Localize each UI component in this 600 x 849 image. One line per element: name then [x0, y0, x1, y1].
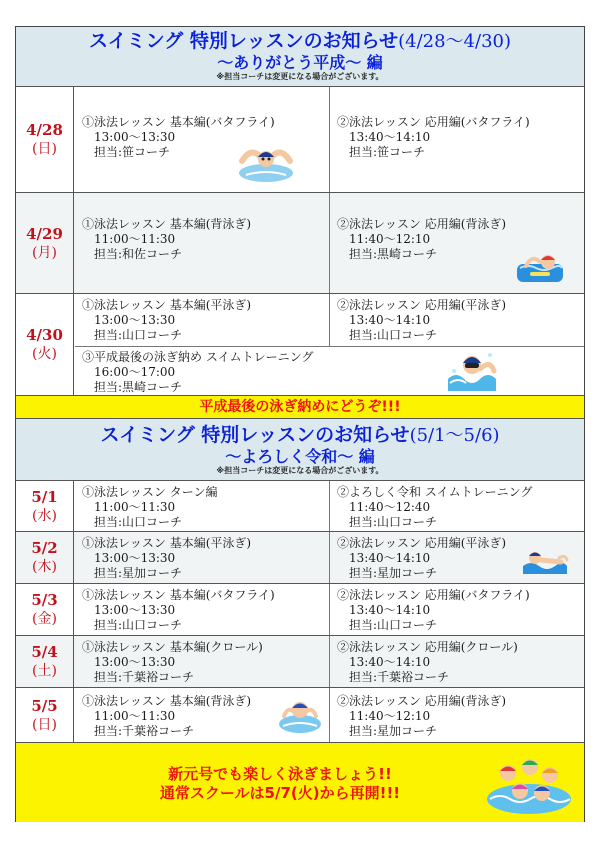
- lesson-cell: ②泳法レッスン 応用編(平泳ぎ) 13:40〜14:10 担当:山口コーチ: [337, 298, 507, 342]
- lesson-cell: ①泳法レッスン ターン編 11:00〜11:30 担当:山口コーチ: [82, 485, 218, 529]
- lesson-cell: ②泳法レッスン 応用編(平泳ぎ) 13:40〜14:10 担当:星加コーチ: [337, 536, 507, 580]
- lesson-cell: ①泳法レッスン 基本編(平泳ぎ) 13:00〜13:30 担当:星加コーチ: [82, 536, 252, 580]
- date-cell: 4/30 (火): [16, 294, 74, 395]
- banner-reiwa: [16, 743, 584, 822]
- section1-note: ※担当コーチは変更になる場合がございます。: [216, 72, 384, 81]
- day-row-0505: [16, 688, 584, 743]
- kids-in-pool-icon: [486, 751, 572, 815]
- day-row-0430: [16, 294, 584, 396]
- section2-subtitle: 〜よろしく令和〜 編: [225, 447, 375, 466]
- date-cell: 5/3 (金): [16, 584, 74, 635]
- day-row-0503: [16, 584, 584, 636]
- banner-heisei: [16, 396, 584, 419]
- backstroke-swimmer-icon: [516, 250, 564, 284]
- banner-reiwa-line1: 新元号でも楽しく泳ぎましょう!!: [168, 765, 392, 783]
- day-row-0502: [16, 532, 584, 584]
- lesson-cell: ②泳法レッスン 応用編(背泳ぎ) 11:40〜12:10 担当:星加コーチ: [337, 694, 507, 738]
- lesson-cell: ①泳法レッスン 基本編(平泳ぎ) 13:00〜13:30 担当:山口コーチ: [82, 298, 252, 342]
- lesson-schedule: [15, 26, 585, 822]
- section2-note: ※担当コーチは変更になる場合がございます。: [216, 466, 384, 475]
- day-row-0428: [16, 87, 584, 193]
- lesson-cell: ①泳法レッスン 基本編(背泳ぎ) 11:00〜11:30 担当:和佐コーチ: [82, 217, 252, 261]
- lesson-cell: ①泳法レッスン 基本編(背泳ぎ) 11:00〜11:30 担当:千葉裕コーチ: [82, 694, 252, 738]
- lesson-cell: ②泳法レッスン 応用編(背泳ぎ) 11:40〜12:10 担当:黒崎コーチ: [337, 217, 507, 261]
- child-swimmer-icon: [278, 694, 322, 734]
- lesson-cell: ②泳法レッスン 応用編(クロール) 13:40〜14:10 担当:千葉裕コーチ: [337, 640, 518, 684]
- lesson-cell: ①泳法レッスン 基本編(クロール) 13:00〜13:30 担当:千葉裕コーチ: [82, 640, 263, 684]
- lesson-cell: ①泳法レッスン 基本編(バタフライ) 13:00〜13:30 担当:山口コーチ: [82, 588, 275, 632]
- section1-header: [16, 27, 584, 87]
- date-cell: 4/29 (月): [16, 193, 74, 293]
- day-row-0501: [16, 481, 584, 532]
- breaststroke-swimmer-icon: [521, 544, 569, 576]
- lesson-cell: ②泳法レッスン 応用編(バタフライ) 13:40〜14:10 担当:山口コーチ: [337, 588, 530, 632]
- lesson-cell: ②よろしく令和 スイムトレーニング 11:40〜12:40 担当:山口コーチ: [337, 485, 533, 529]
- banner-reiwa-line2: 通常スクールは5/7(火)から再開!!!: [159, 784, 401, 802]
- section2-title: スイミング 特別レッスンのお知らせ(5/1〜5/6): [100, 424, 500, 446]
- day-row-0504: [16, 636, 584, 688]
- date-cell: 5/4 (土): [16, 636, 74, 687]
- section1-subtitle: 〜ありがとう平成〜 編: [217, 53, 383, 72]
- butterfly-swimmer-icon: [238, 139, 294, 183]
- lesson-cell: ③平成最後の泳ぎ納め スイムトレーニング 16:00〜17:00 担当:黒崎コーチ: [82, 350, 314, 394]
- date-cell: 5/1 (水): [16, 481, 74, 531]
- lesson-cell: ②泳法レッスン 応用編(バタフライ) 13:40〜14:10 担当:笹コーチ: [337, 115, 530, 159]
- date-cell: 4/28 (日): [16, 87, 74, 192]
- day-row-0429: [16, 193, 584, 294]
- date-cell: 5/2 (木): [16, 532, 74, 583]
- section2-header: [16, 419, 584, 481]
- date-cell: 5/5 (日): [16, 688, 74, 742]
- banner-heisei-text: 平成最後の泳ぎ納めにどうぞ!!!: [199, 399, 401, 415]
- section1-title: スイミング 特別レッスンのお知らせ(4/28〜4/30): [89, 30, 511, 52]
- lesson-cell: ①泳法レッスン 基本編(バタフライ) 13:00〜13:30 担当:笹コーチ: [82, 115, 275, 159]
- freestyle-swimmer-icon: [446, 349, 498, 391]
